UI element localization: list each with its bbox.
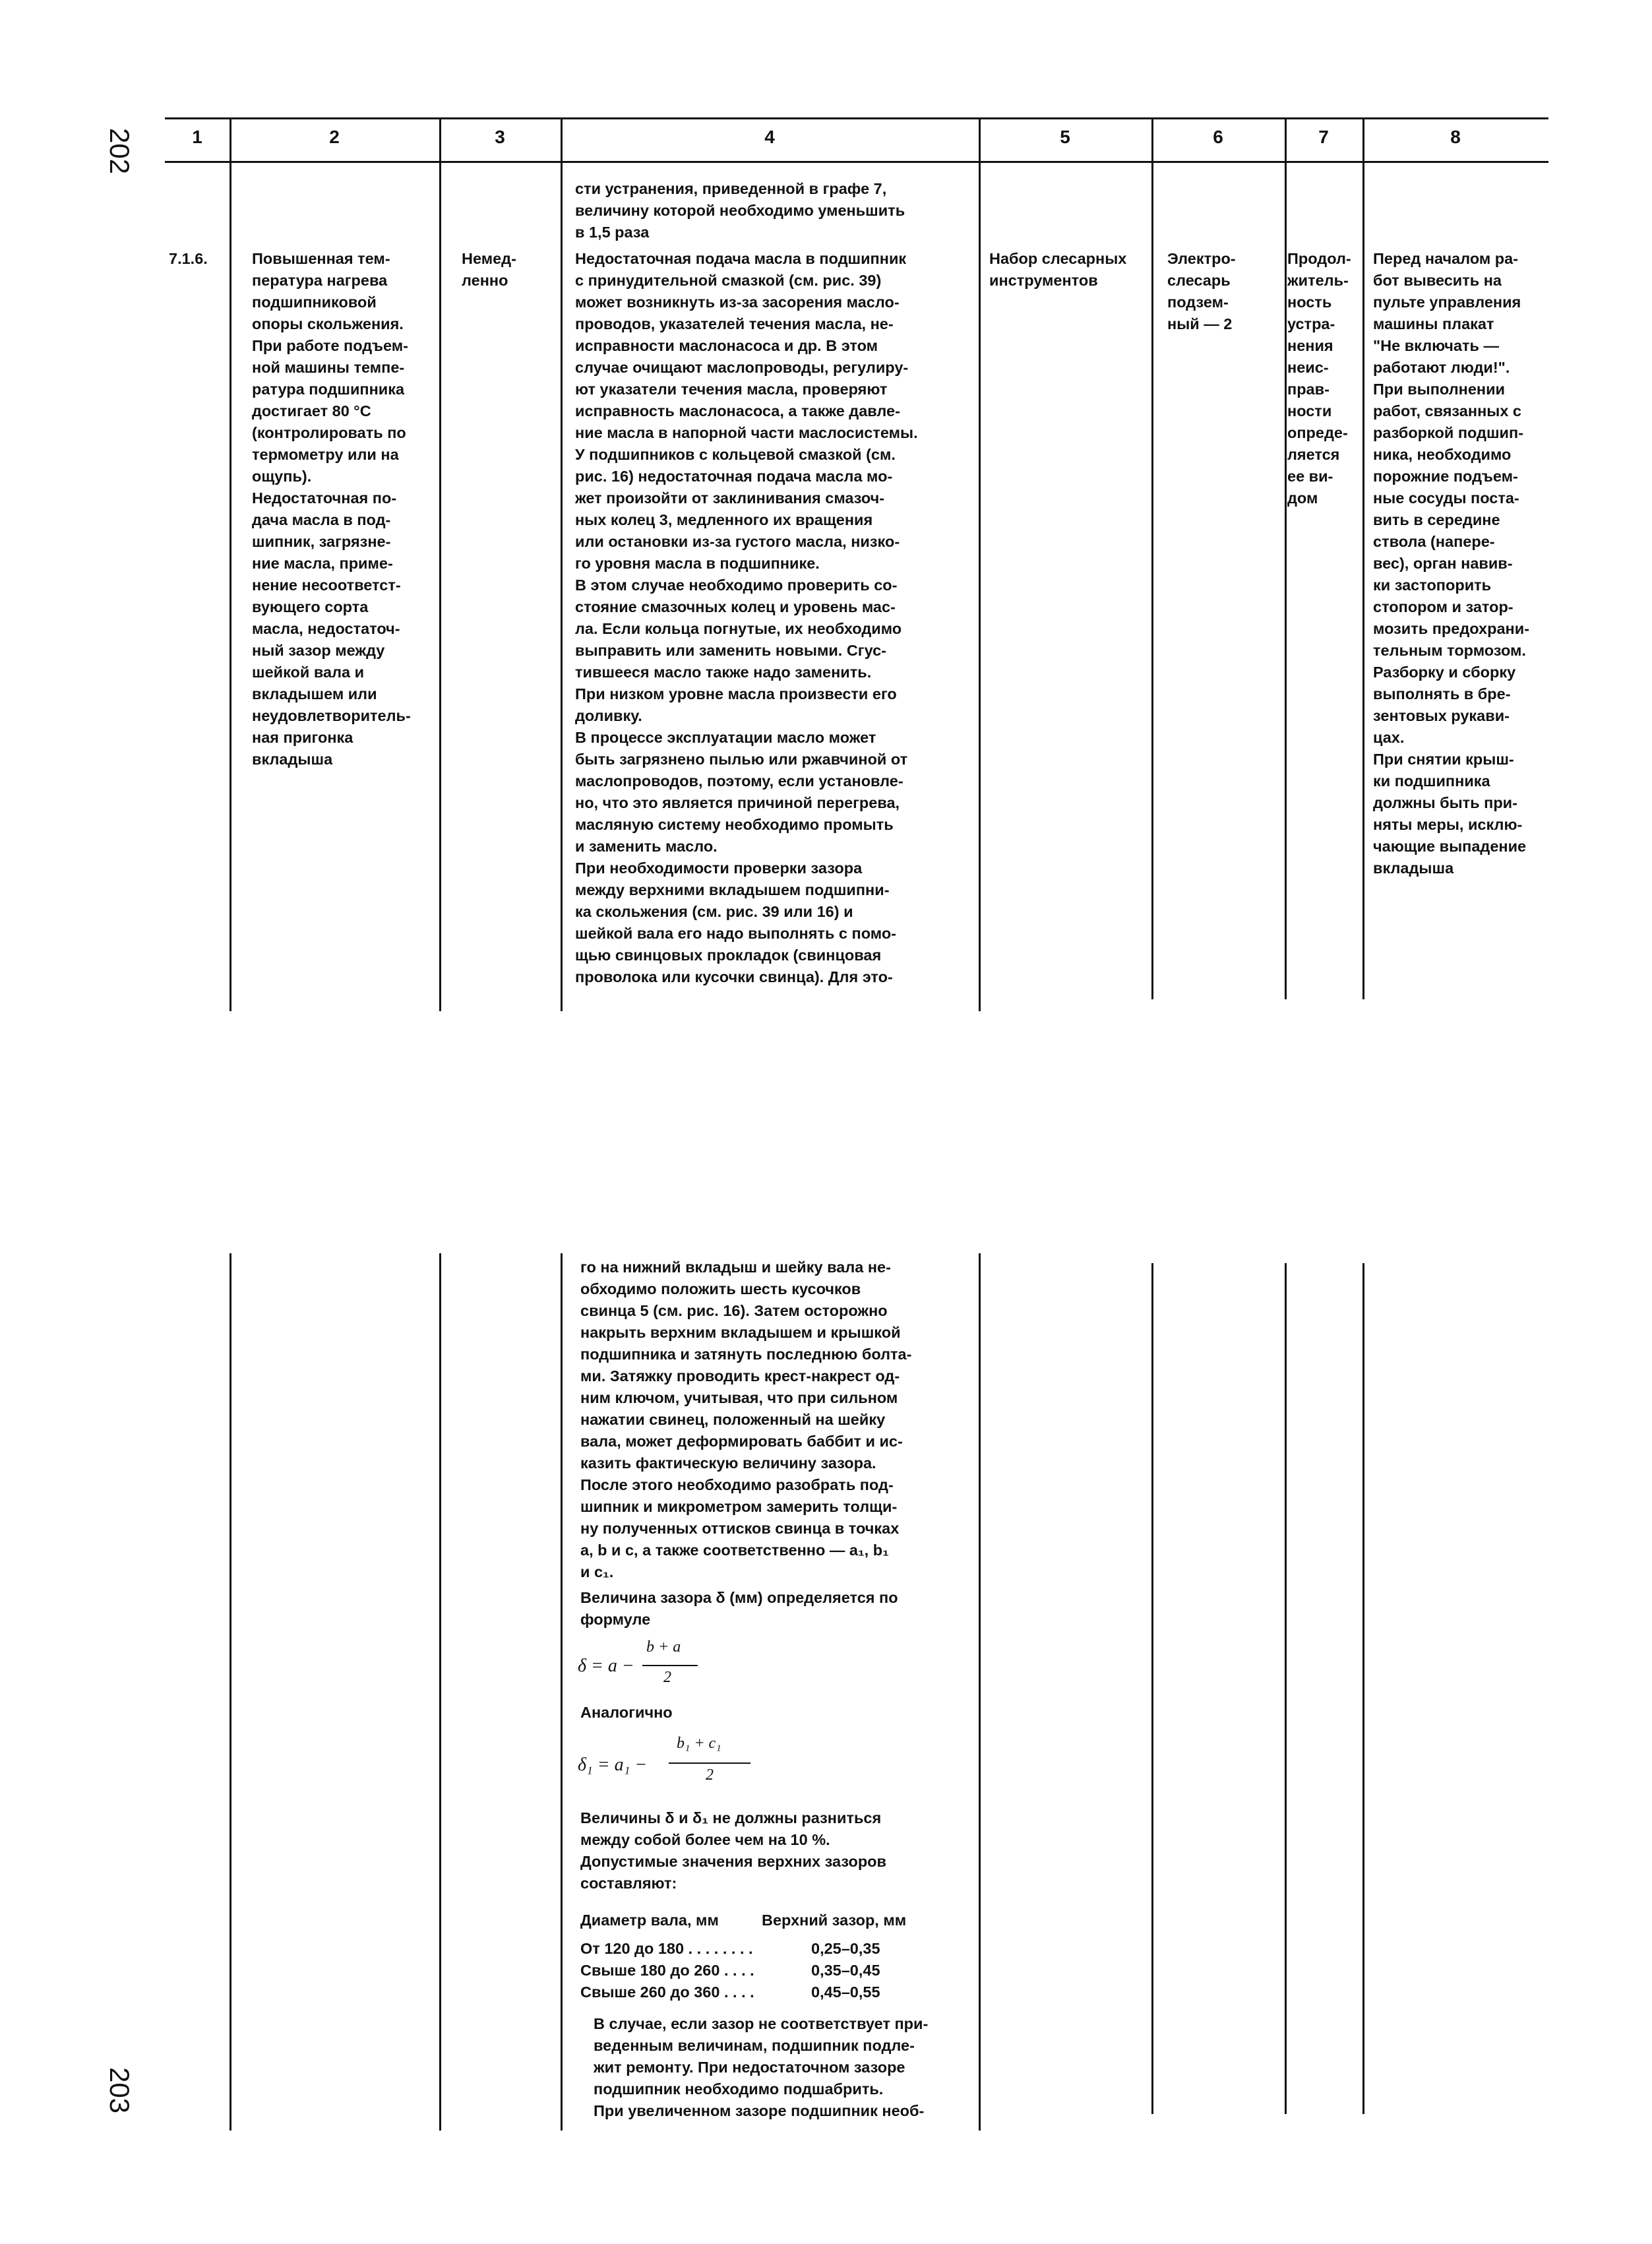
column-header-7: 7 <box>1318 127 1329 147</box>
item-number: 7.1.6. <box>169 250 208 267</box>
column-rule <box>1362 117 1364 999</box>
column-header-5: 5 <box>1060 127 1070 147</box>
table-header-row <box>580 1910 976 1931</box>
column-rule <box>1151 117 1153 999</box>
table-cell-clearance: 0,45–0,55 <box>811 1983 880 2001</box>
column-rule <box>1362 1263 1364 2114</box>
column-rule <box>979 117 981 1011</box>
table-cell-diameter: От 120 до 180 . . . . . . . . <box>580 1940 753 1957</box>
column-rule <box>1285 117 1287 999</box>
column-rule <box>229 1253 231 2131</box>
clearance-table <box>580 1910 976 2003</box>
formula-2-numerator: b₁ + c₁ <box>677 1735 721 1752</box>
column-rule <box>439 1253 441 2131</box>
measurement-points: a, b и c, а также соответственно — a₁, b₁ и c₁. <box>580 1542 889 1580</box>
table-header-rule <box>165 161 1548 163</box>
duration: Продол- житель- ность устра- нения неис- прав- ности опреде- ляется ее ви- дом <box>1287 250 1351 507</box>
formula-1-denominator: 2 <box>663 1669 671 1686</box>
column-header-4: 4 <box>764 127 775 147</box>
column-rule <box>979 1253 981 2131</box>
tools: Набор слесарных инструментов <box>989 250 1127 289</box>
column-header-2: 2 <box>329 127 340 147</box>
table-cell-diameter: Свыше 260 до 360 . . . . <box>580 1983 754 2001</box>
column-rule <box>1151 1263 1153 2114</box>
urgency: Немед- ленно <box>462 250 516 289</box>
column-header-6: 6 <box>1213 127 1223 147</box>
formula-intro: Величина зазора δ (мм) определяется по формуле <box>580 1589 898 1628</box>
column-rule <box>561 1253 563 2131</box>
formula-1-fraction-bar <box>642 1665 698 1666</box>
table-top-rule <box>165 117 1548 119</box>
formula-1-numerator: b + a <box>646 1638 681 1656</box>
analog-label: Аналогично <box>580 1704 673 1721</box>
remedy-continuation: го на нижний вкладыш и шейку вала не- обходимо положить шесть кусочков свинца 5 (см. рис. 16). Затем осторожно накрыть верхним вкладышем и крышкой подшипника и затянуть последнюю болта- ми. Затяжку проводить крест-накрест од- ним ключом, учитывая, что при сильном нажатии свинец, положенный на шейку вала, может деформировать баббит и ис- казить фактическую величину зазора. После этого необходимо разобрать под- шипник и микрометром замерить толщи- ну полученных оттисков свинца в точках <box>580 1259 912 1537</box>
formula-2-fraction-bar <box>669 1762 750 1764</box>
column-header-3: 3 <box>495 127 505 147</box>
column-rule <box>229 117 231 1011</box>
description-continuation: сти устранения, приведенной в графе 7, величину которой необходимо уменьшить в 1,5 раза <box>575 180 905 241</box>
column-rule <box>561 117 563 1011</box>
table-cell-clearance: 0,25–0,35 <box>811 1940 880 1957</box>
remedy-description: Недостаточная подача масла в подшипник с принудительной смазкой (см. рис. 39) может возникнуть из-за засорения масло- проводов, указателей течения масла, не- исправности маслонасоса и др. В этом случае очищают маслопроводы, регулиру- ют указатели течения масла, проверяют исправность маслонасоса, а также давле- ние масла в напорной части маслосистемы. У подшипников с кольцевой смазкой (см. рис. 16) недостаточная подача масла мо- жет произойти от заклинивания смазоч- ных колец 3, медленного их вращения или остановки из-за густого масла, низко- го уровня масла в подшипнике. В этом случае необходимо проверить со- стояние смазочных колец и уровень мас- ла. Если кольца погнутые, их необходимо выправить или заменить новыми. Сгус- тившееся масло также надо заменить. При низком уровне масла произвести его доливку. В процессе эксплуатации масло может быть загрязнено пылью или ржавчиной от маслопроводов, поэтому, если установле- но, что это является причиной перегрева, масляную систему необходимо промыть и заменить масло. При необходимости проверки зазора между верхними вкладышем подшипни- ка скольжения (см. рис. 39 или 16) и шейкой вала его надо выполнять с помо- щью свинцовых прокладок (свинцовая проволока или кусочки свинца). Для это- <box>575 250 918 985</box>
column-rule <box>1285 1263 1287 2114</box>
table-cell-clearance: 0,35–0,45 <box>811 1962 880 1979</box>
table-header-clearance: Верхний зазор, мм <box>762 1912 907 1929</box>
formula-2-lhs: δ₁ = a₁ − <box>578 1755 648 1775</box>
repair-text: В случае, если зазор не соответствует при- веденным величинам, подшипник подле- жит ремонту. При недостаточном зазоре подшипник необходимо подшабрить. При увеличенном зазоре подшипник необ- <box>594 2015 929 2119</box>
safety-measures: Перед началом ра- бот вывесить на пульте управления машины плакат "Не включать — работают люди!". При выполнении работ, связанных с разборкой подшип- ника, необходимо порожние подъем- ные сосуды поста- вить в середине ствола (напере- вес), орган навив- ки застопорить стопором и затор- мозить предохрани- тельным тормозом. Разборку и сборку выполнять в бре- зентовых рукави- цах. При снятии крыш- ки подшипника должны быть при- няты меры, исклю- чающие выпадение вкладыша <box>1373 250 1529 877</box>
table-header-diameter: Диаметр вала, мм <box>580 1912 719 1929</box>
column-header-8: 8 <box>1450 127 1461 147</box>
formula-2-denominator: 2 <box>706 1766 714 1784</box>
column-header-1: 1 <box>192 127 202 147</box>
page-number-top: 202 <box>104 127 136 175</box>
table-row <box>580 1960 976 1981</box>
malfunction-description: Повышенная тем- пература нагрева подшипниковой опоры скольжения. При работе подъем- ной машины темпе- ратура подшипника достигает 80 °С (контролировать по термометру или на ощупь). Недостаточная по- дача масла в под- шипник, загрязне- ние масла, приме- нение несоответст- вующего сорта масла, недостаточ- ный зазор между шейкой вала и вкладышем или неудовлетворитель- ная пригонка вкладыша <box>252 250 411 768</box>
table-row <box>580 1981 976 2003</box>
table-cell-diameter: Свыше 180 до 260 . . . . <box>580 1962 754 1979</box>
page-number-bottom: 203 <box>104 2067 136 2114</box>
table-row <box>580 1938 976 1960</box>
tolerance-text: Величины δ и δ₁ не должны разниться между собой более чем на 10 %. Допустимые значения верхних зазоров составляют: <box>580 1809 886 1892</box>
personnel: Электро- слесарь подзем- ный — 2 <box>1167 250 1236 332</box>
formula-1-lhs: δ = a − <box>578 1656 634 1676</box>
